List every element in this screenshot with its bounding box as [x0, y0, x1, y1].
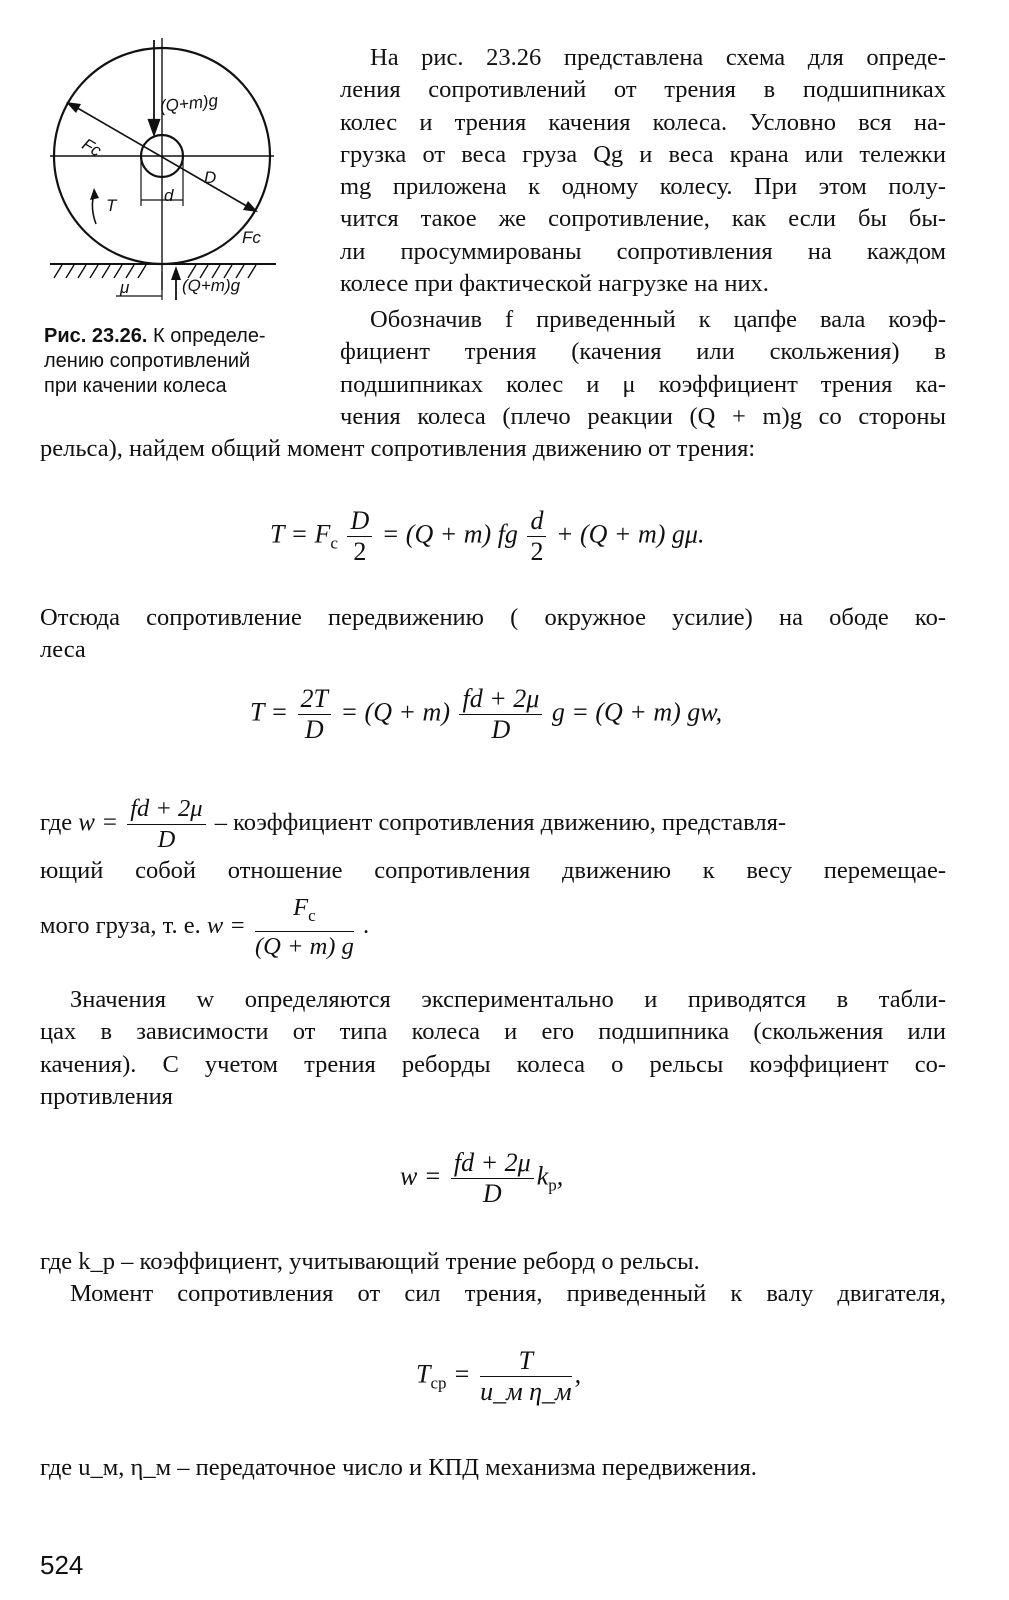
- eq4-tail: ,: [574, 1359, 582, 1389]
- text-line: подшипниках колес и μ коэффициент трения ка-: [340, 370, 946, 398]
- paragraph-7: [40, 1452, 946, 1484]
- text-line: Отсюда сопротивление передвижению ( окружное усилие) на ободе ко-: [40, 604, 946, 631]
- text-line: противления: [40, 1082, 173, 1110]
- w-den: D: [157, 826, 176, 853]
- eq4-frac: [480, 1346, 572, 1407]
- wheel-diagram: [36, 28, 326, 328]
- caption-line-1: К определе-: [153, 325, 266, 347]
- text-line: колес и трения качения колеса. Условно вся на-: [340, 108, 946, 136]
- w-definition-line: [40, 794, 946, 855]
- text-line: ющий собой отношение сопротивления движению к весу перемещае-: [40, 857, 946, 884]
- text-line: колесе при фактической нагрузке на них.: [340, 270, 769, 298]
- page-number: 524: [40, 1550, 84, 1580]
- paragraph-6: [40, 1246, 946, 1311]
- w-eq: w =: [78, 809, 119, 837]
- eq3-den: D: [482, 1179, 502, 1208]
- eq4-lhs-sub: ср: [430, 1373, 447, 1393]
- eq1-frac-2: [527, 506, 546, 567]
- text-line: фициент трения (качения или скольжения) в: [340, 338, 946, 366]
- eq1-den-1: 2: [353, 537, 367, 566]
- w-num-2: [255, 893, 354, 932]
- text-line: Значения w определяются экспериментально и приводятся в табли-: [70, 986, 946, 1013]
- paragraph-5: [40, 984, 946, 1113]
- eq2-frac-2: [459, 684, 542, 745]
- eq1-sub: c: [330, 533, 338, 553]
- figure-caption: [44, 324, 314, 399]
- eq3-k: k: [536, 1161, 549, 1191]
- equation-4: [416, 1346, 581, 1407]
- text-line: ли просуммированы сопротивления на каждом: [340, 237, 946, 265]
- caption-number: Рис. 23.26.: [44, 325, 148, 347]
- label-load-top: (Q+m)g: [159, 91, 219, 116]
- equation-2: [250, 684, 722, 745]
- equation-3: [400, 1148, 563, 1209]
- text-line: леса: [40, 636, 86, 664]
- w-description: – коэффициент сопротивления движению, представля-: [214, 809, 787, 837]
- text-period: .: [362, 912, 370, 940]
- eq1-num-1: D: [347, 506, 372, 537]
- label-fc-right: Fc: [242, 228, 261, 247]
- eq4-lhs: T: [416, 1359, 431, 1389]
- text-line: Момент сопротивления от сил трения, приведенный к валу двигателя,: [70, 1280, 946, 1308]
- text-line: На рис. 23.26 представлена схема для опреде-: [370, 44, 946, 71]
- eq2-num-1: 2T: [298, 684, 331, 715]
- paragraph-4: [40, 794, 946, 962]
- caption-line-3: при качении колеса: [44, 375, 227, 397]
- eq3-k-sub: р: [548, 1175, 557, 1195]
- paragraph-3: [40, 602, 946, 667]
- text-line: mg приложена к одному колесу. При этом полу-: [340, 173, 946, 201]
- text-line: рельса), найдем общий момент сопротивления движению от трения:: [40, 435, 756, 462]
- paragraph-1: [340, 42, 946, 300]
- label-fc-left: Fc: [78, 134, 105, 161]
- eq1-tail: + (Q + m) gμ.: [555, 519, 705, 549]
- eq2-den-2: D: [491, 715, 511, 744]
- text-line: чится такое же сопротивление, как если бы бы-: [340, 205, 946, 233]
- eq2-num-2: fd + 2μ: [459, 684, 542, 715]
- text-line: мого груза, т. е.: [40, 912, 201, 940]
- eq1-num-2: d: [527, 506, 546, 537]
- eq4-den: u_м η_м: [480, 1377, 572, 1406]
- equation-1: [270, 506, 704, 567]
- text-line: цах в зависимости от типа колеса и его подшипника (скольжения или: [40, 1018, 946, 1046]
- eq2-den-1: D: [304, 715, 324, 744]
- eq3-lhs: w =: [400, 1161, 442, 1191]
- eq3-frac: [451, 1148, 534, 1209]
- label-d-small: d: [164, 186, 174, 205]
- paragraph-2: [340, 304, 946, 433]
- text-line: ления сопротивлений от трения в подшипниках: [340, 76, 946, 104]
- label-mu: μ: [120, 278, 130, 297]
- caption-line-2: лению сопротивлений: [44, 350, 251, 372]
- eq3-tail: ,: [556, 1161, 564, 1191]
- eq2-mid: = (Q + m): [340, 697, 450, 727]
- eq2-lhs: T =: [250, 697, 289, 727]
- figure-23-26: [36, 28, 326, 408]
- label-d-large: D: [204, 168, 217, 187]
- eq2-tail: g = (Q + m) gw,: [551, 697, 723, 727]
- eq1-frac-1: [347, 506, 372, 567]
- text-line: Обозначив f приведенный к цапфе вала коэф-: [370, 306, 946, 333]
- label-t: T: [106, 196, 117, 215]
- eq1-lhs: T = F: [270, 519, 331, 549]
- w-num: fd + 2μ: [127, 794, 205, 825]
- eq4-num: T: [480, 1346, 572, 1377]
- paragraph-2-tail: [40, 433, 946, 465]
- text-line: грузка от веса груза Qg и веса крана или тележки: [340, 140, 946, 168]
- text-line: где k_р – коэффициент, учитывающий трение реборд о рельсы.: [40, 1248, 700, 1275]
- w-frac-2: [255, 893, 354, 962]
- eq3-num: fd + 2μ: [451, 1148, 534, 1179]
- w-num-2-f: F: [293, 894, 309, 922]
- eq1-mid: = (Q + m) fg: [381, 519, 518, 549]
- w-ratio-line: [40, 893, 946, 962]
- eq1-den-2: 2: [530, 537, 544, 566]
- label-load-bottom: (Q+m)g: [182, 276, 241, 295]
- w-den-2: (Q + m) g: [254, 933, 354, 961]
- text-line: чения колеса (плечо реакции (Q + m)g со стороны: [340, 402, 946, 430]
- text-line: качения). С учетом трения реборды колеса о рельсы коэффициент со-: [40, 1050, 946, 1078]
- w-num-2-sub: c: [308, 906, 316, 926]
- eq4-eq: =: [453, 1359, 471, 1389]
- w-eq-2: w =: [206, 912, 246, 940]
- eq2-frac-1: [298, 684, 331, 745]
- text-line: где u_м, η_м – передаточное число и КПД механизма передвижения.: [40, 1454, 757, 1481]
- w-frac: [127, 794, 205, 855]
- text-where: где: [40, 809, 73, 837]
